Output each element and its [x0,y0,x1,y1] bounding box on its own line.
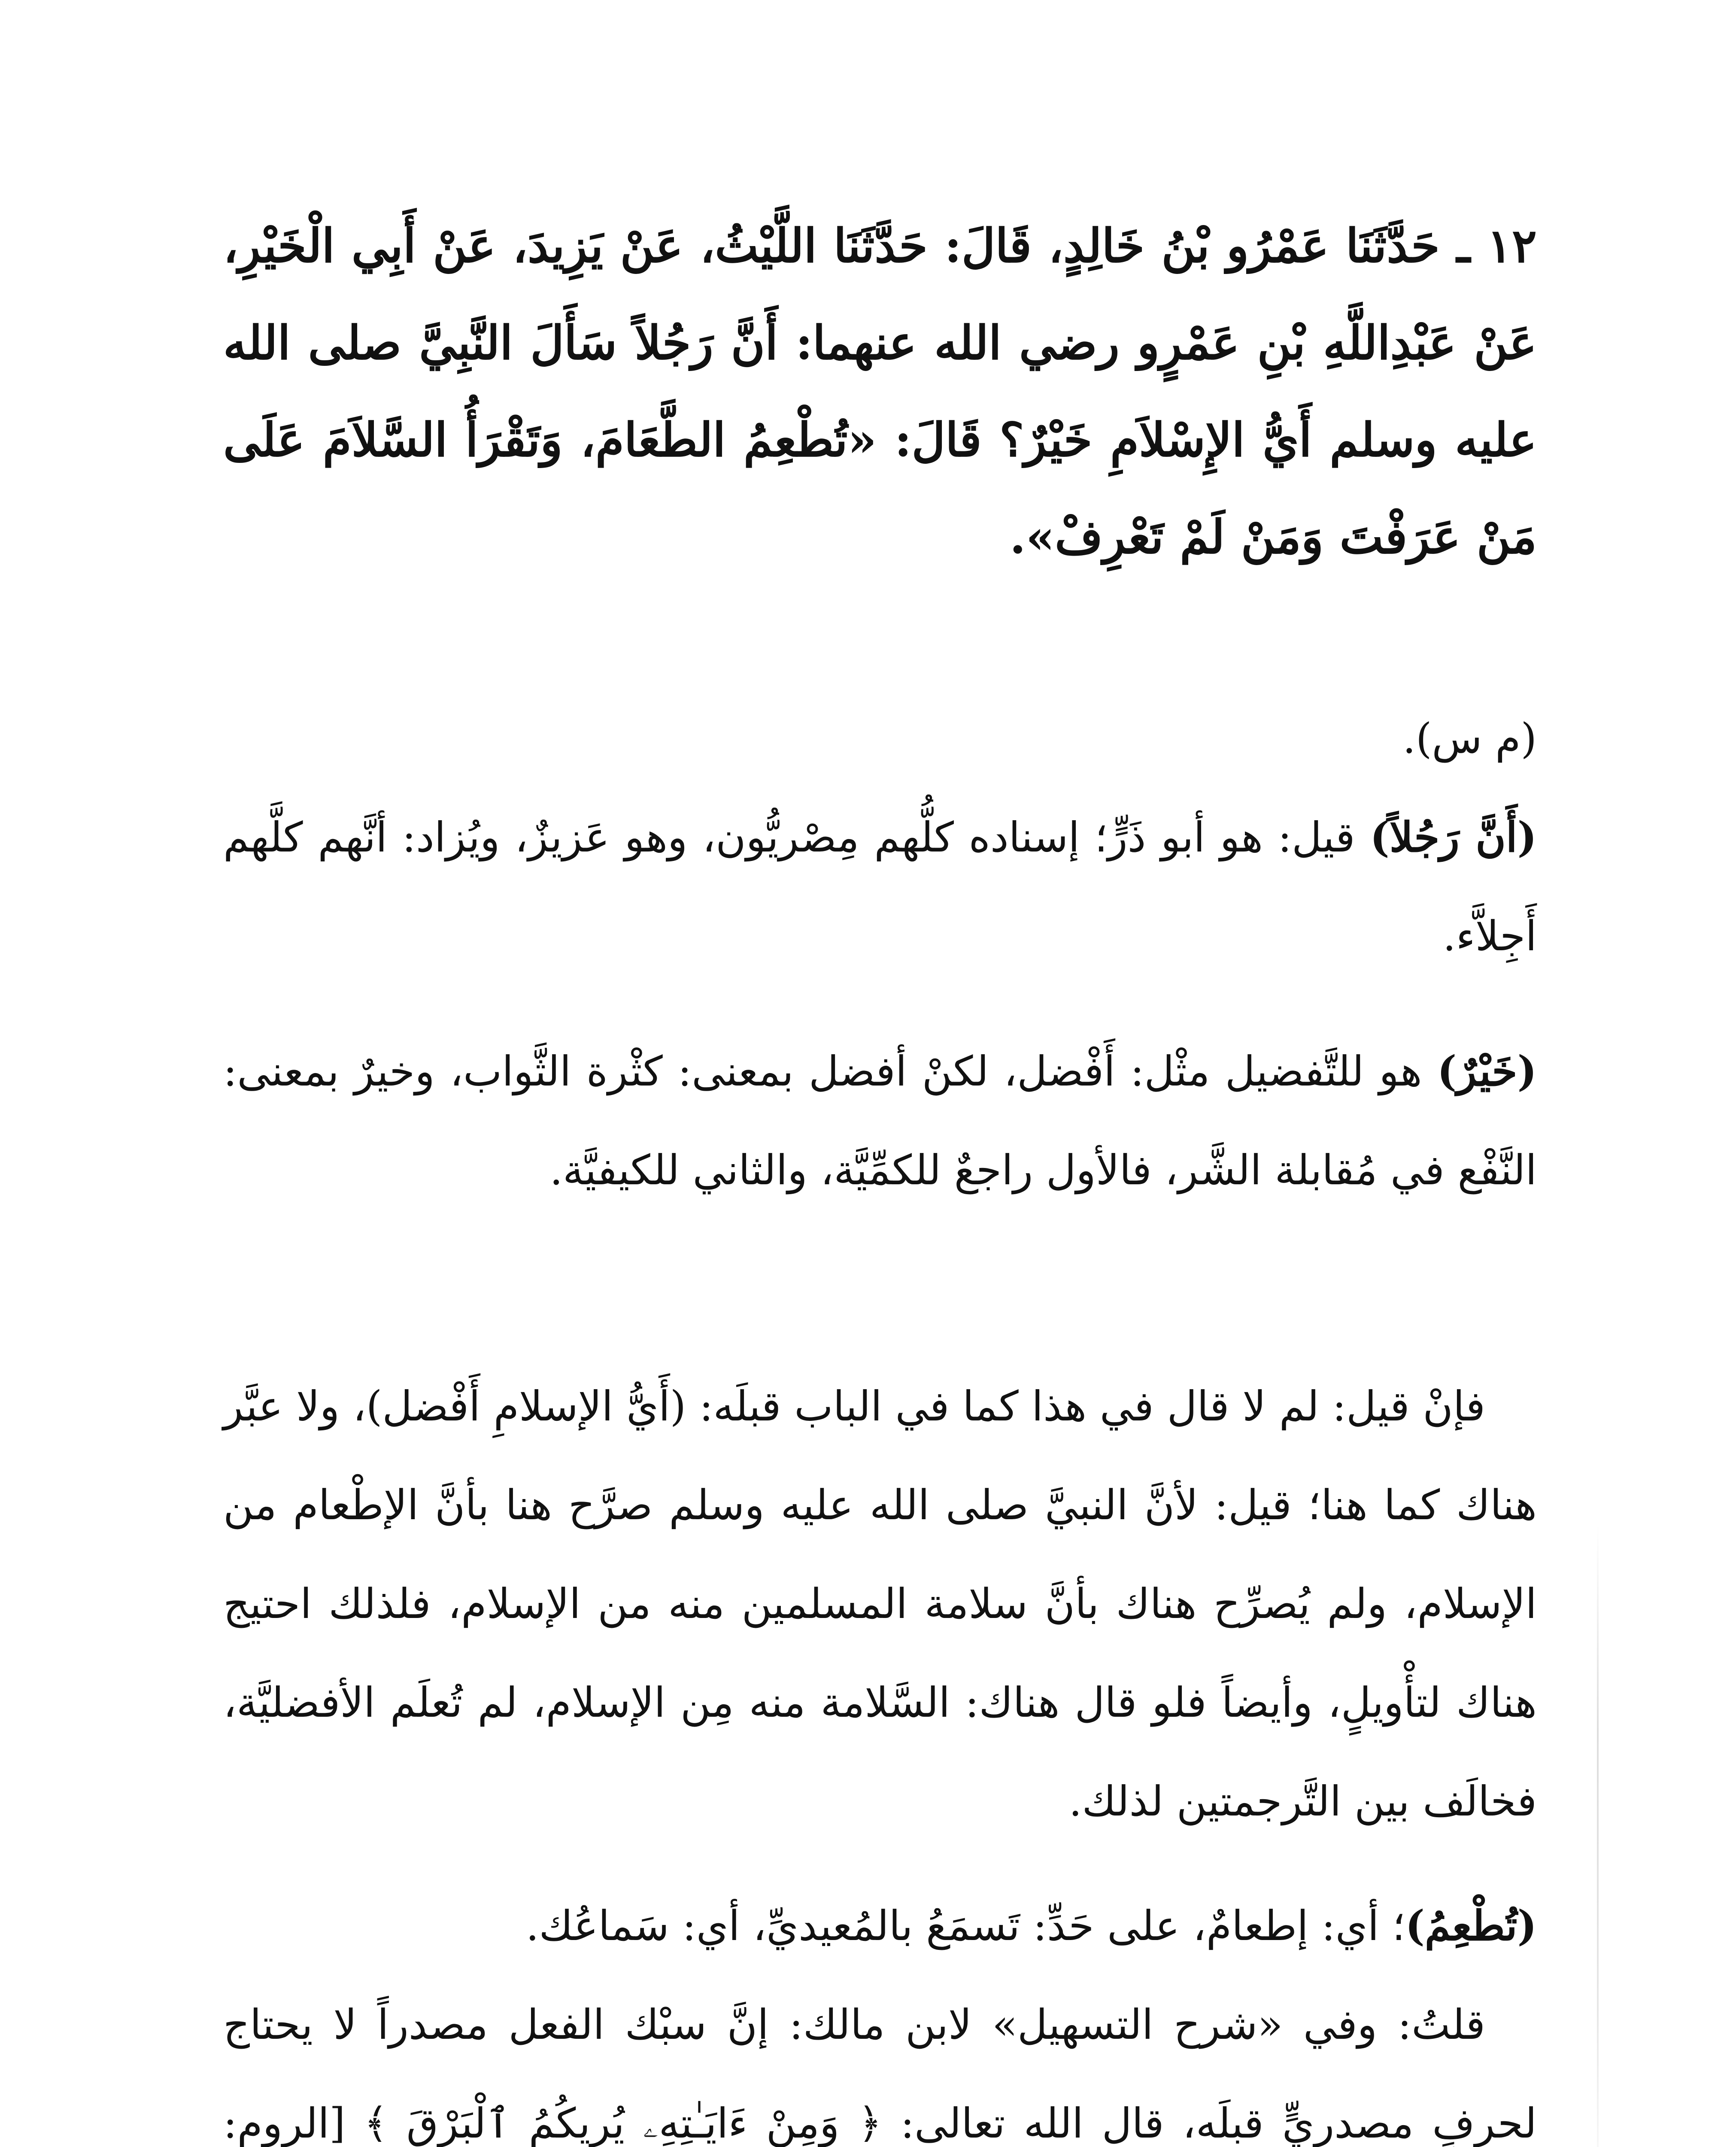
hadith-text: ١٢ ـ حَدَّثَنَا عَمْرُو بْنُ خَالِدٍ، قَالَ: حَدَّثَنَا اللَّيْثُ، عَنْ يَزِيدَ، عَنْ أَبِي الْخَيْرِ، عَنْ عَبْدِاللَّهِ بْنِ عَمْرٍو رضي الله عنهما: أَنَّ رَجُلاً سَأَلَ النَّبِيَّ صلى الله عليه وسلم أَيُّ الإِسْلاَمِ خَيْرٌ؟ قَالَ: «تُطْعِمُ الطَّعَامَ، وَتَقْرَأُ السَّلاَمَ عَلَى مَنْ عَرَفْتَ وَمَنْ لَمْ تَعْرِفْ». [223,219,1537,564]
commentary-body: قيل: هو أبو ذَرٍّ؛ إسناده كلُّهم مِصْريُّون، وهو عَزيزٌ، ويُزاد: أنَّهم كلَّهم أَجِلاَّء. [223,813,1537,960]
commentary-body: هو للتَّفضيل مثْل: أَفْضل، لكنْ أفضل بمعنى: كثْرة الثَّواب، وخيرٌ بمعنى: النَّفْع في مُقابلة الشَّر، فالأول راجعٌ للكمِّيَّة، والثاني للكيفيَّة. [223,1047,1537,1194]
commentary-paragraph-4 [223,1876,1537,1975]
commentary-term: (أَنَّ رَجُلاً) [1370,813,1537,861]
commentary-term: (خَيْرٌ) [1437,1047,1537,1095]
commentary-paragraph-2 [223,1022,1537,1219]
commentary-paragraph-1 [223,788,1537,985]
commentary-term: (تُطْعِمُ) [1405,1901,1537,1950]
page [223,0,1537,2147]
commentary-paragraph-5: قلتُ: وفي «شرح التسهيل» لابن مالك: إنَّ سبْك الفعل مصدراً لا يحتاج لحرفٍ مصدريٍّ قبلَه، قال الله تعالى: ﴿ وَمِنْ ءَايَـٰتِهِۦ يُرِيكُمُ ٱلْبَرْقَ ﴾ [الروم: [223,2001,1537,2147]
commentary-body: ؛ أي: إطعامٌ، على حَدِّ: تَسمَعُ بالمُعيديِّ، أي: سَماعُك. [525,1902,1405,1950]
source-reference: (م س). [1402,715,1537,763]
scan-margin-line [1597,1524,1599,2147]
commentary-paragraph-3: فإنْ قيل: لم لا قال في هذا كما في الباب قبلَه: (أَيُّ الإسلامِ أَفْضل)، ولا عبَّر هناك كما هنا؛ قيل: لأنَّ النبيَّ صلى الله عليه وسلم صرَّح هنا بأنَّ الإطْعام من الإسلام، ولم يُصرِّح هناك بأنَّ سلامة المسلمين منه من الإسلام، فلذلك احتيج هناك لتأْويلٍ، وأيضاً فلو قال هناك: السَّلامة منه مِن الإسلام، لم تُعلَم الأفضليَّة، فخالَف بين التَّرجمتين لذلك. [223,1382,1537,1825]
